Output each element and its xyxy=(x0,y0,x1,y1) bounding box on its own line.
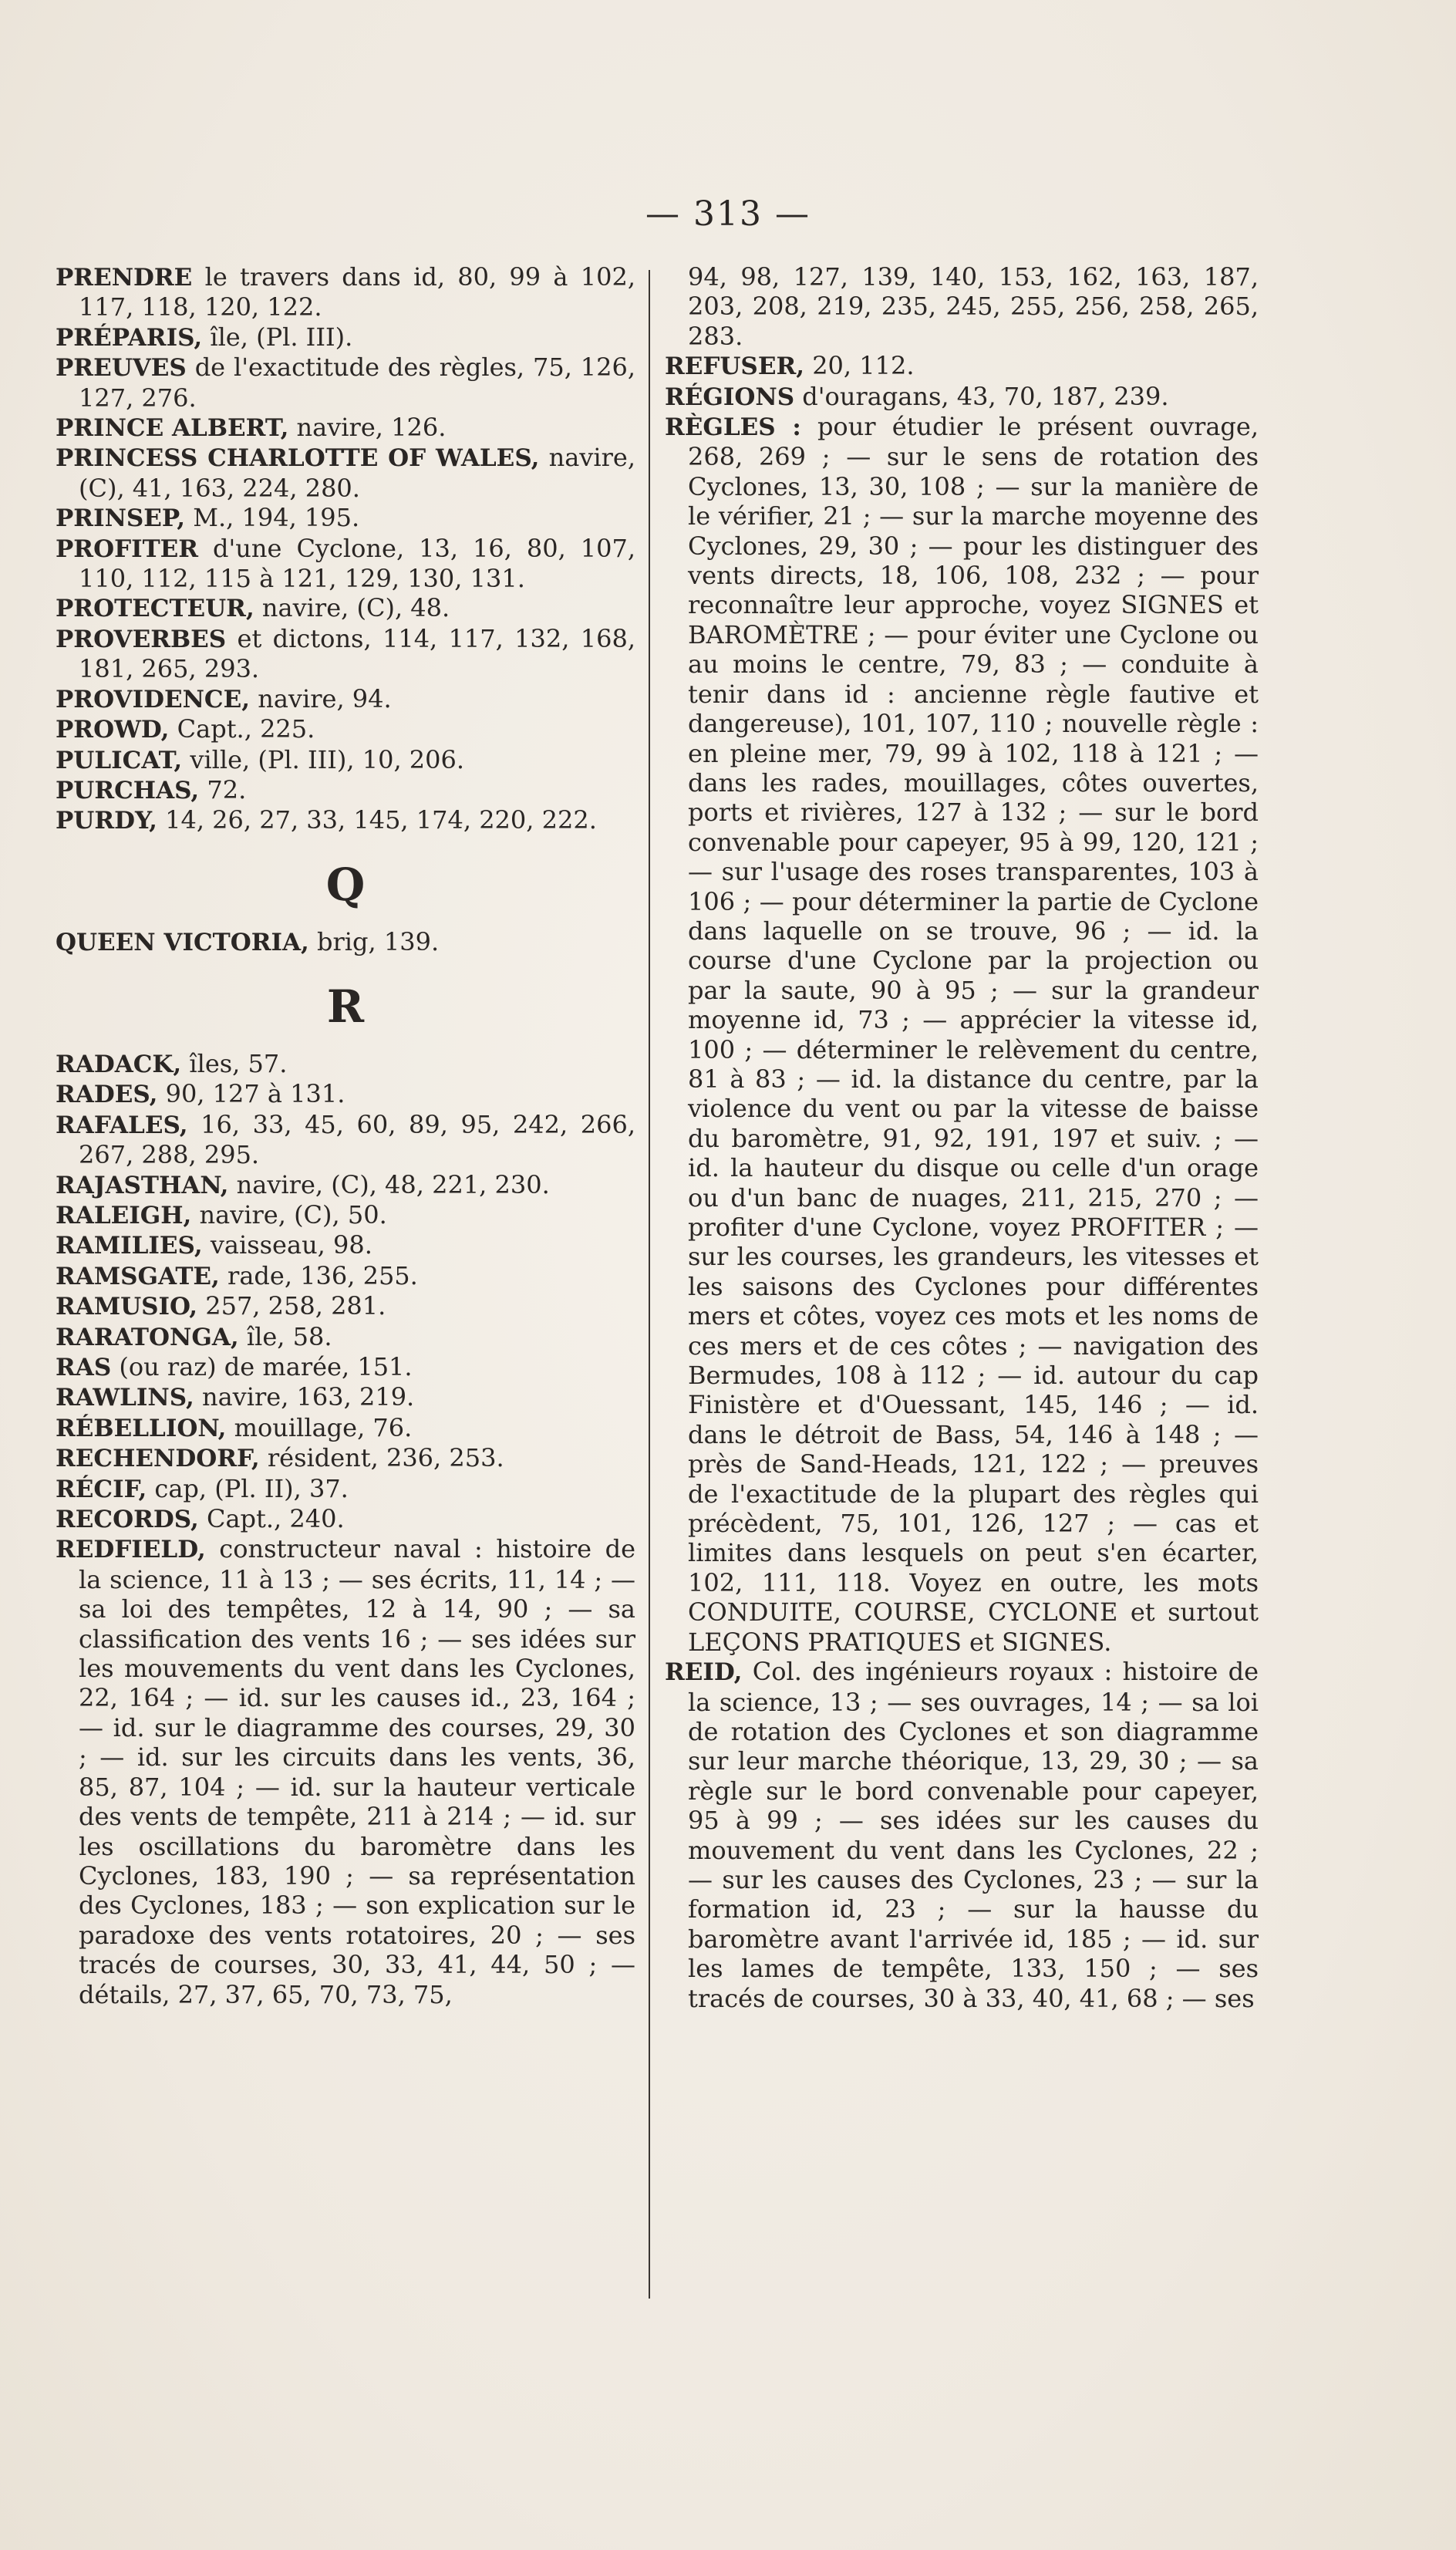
index-entry xyxy=(56,413,635,443)
entry-text: cap, (Pl. II), 37. xyxy=(147,1473,349,1503)
index-entry xyxy=(665,262,1259,351)
entry-text: constructeur naval : histoire de la science, 11 à 13 ; — ses écrits, 11, 14 ; — sa loi des tempêtes, 12 à 14, 90 ; — sa classification des vents 16 ; — ses idées sur les mouvements du vent dans les Cyclones, 22, 164 ; — id. sur les causes id., 23, 164 ; — id. sur le diagramme des courses, 29, 30 ; — id. sur les circuits dans les vents, 36, 85, 87, 104 ; — id. sur la hauteur verticale des vents de tempête, 211 à 214 ; — id. sur les oscillations du baromètre dans les Cyclones, 183, 190 ; — sa représentation des Cyclones, 183 ; — son explication sur le paradoxe des vents rotatoires, 20 ; — ses tracés de courses, 30, 33, 41, 44, 50 ; — détails, 27, 37, 65, 70, 73, 75, xyxy=(79,1534,635,2009)
index-entry xyxy=(56,1443,635,1473)
entry-headword: RÉCIF, xyxy=(56,1475,147,1503)
entry-headword: PRINCE ALBERT, xyxy=(56,414,289,443)
index-entry xyxy=(56,1352,635,1382)
index-entry xyxy=(56,714,635,744)
index-entry xyxy=(56,593,635,623)
entry-text: 257, 258, 281. xyxy=(197,1291,386,1321)
section-letter-r: R xyxy=(326,980,365,1033)
entry-headword: RAJASTHAN, xyxy=(56,1171,229,1199)
entry-text: M., 194, 195. xyxy=(185,503,360,533)
entry-headword: RAS xyxy=(56,1354,112,1381)
entry-text: 16, 33, 45, 60, 89, 95, 242, 266, 267, 288, 295. xyxy=(79,1109,635,1170)
entry-headword: PREUVES xyxy=(56,354,187,383)
index-entry xyxy=(56,1382,635,1412)
entry-headword: PRINCESS CHARLOTTE OF WALES, xyxy=(56,444,540,473)
index-entry xyxy=(665,382,1259,412)
index-entry xyxy=(56,1230,635,1260)
entry-text: Col. des ingénieurs royaux : histoire de la science, 13 ; — ses ouvrages, 14 ; — sa loi de rotation des Cyclones et son diagramme sur leur marche théorique, 13, 29, 30 ; — sa règle sur le bord convenable pour capeyer, 95 à 99 ; — ses idées sur les causes du mouvement du vent dans les Cyclones, 22 ; — sur les causes des Cyclones, 23 ; — sur la formation id, 23 ; — sur la hausse du baromètre avant l'arrivée id, 185 ; — id. sur les lames de tempête, 133, 150 ; — ses tracés de courses, 30 à 33, 40, 41, 68 ; — ses xyxy=(688,1657,1259,2013)
entry-text: pour étudier le présent ouvrage, 268, 269 ; — sur le sens de rotation des Cyclones, 13, 30, 108 ; — sur la manière de le vérifier, 21 ; — sur la marche moyenne des Cyclones, 29, 30 ; — pour les distinguer des vents directs, 18, 106, 108, 232 ; — pour reconnaître leur approche, voyez SIGNES et BAROMÈTRE ; — pour éviter une Cyclone ou au moins le centre, 79, 83 ; — conduite à tenir dans id : ancienne règle fautive et dangereuse), 101, 107, 110 ; nouvelle règle : en pleine mer, 79, 99 à 102, 118 à 121 ; — dans les rades, mouillages, côtes ouvertes, ports et rivières, 127 à 132 ; — sur le bord convenable pour capeyer, 95 à 99, 120, 121 ; — sur l'usage des roses transparentes, 103 à 106 ; — pour déterminer la partie de Cyclone dans laquelle on se trouve, 96 ; — id. la course d'une Cyclone par la projection ou par la saute, 90 à 95 ; — sur la grandeur moyenne id, 73 ; — apprécier la vitesse id, 100 ; — déterminer le relèvement du centre, 81 à 83 ; — id. la distance du centre, par la violence du vent ou par la vitesse de baisse du baromètre, 91, 92, 191, 197 et suiv. ; — id. la hauteur du disque ou celle d'un orage ou d'un banc de nuages, 211, 215, 270 ; — profiter d'une Cyclone, voyez PROFITER ; — sur les courses, les grandeurs, les vitesses et les saisons des Cyclones pour différentes mers et côtes, voyez ces mots et les noms de ces mers et de ces côtes ; — navigation des Bermudes, 108 à 112 ; — id. autour du cap Finistère et d'Ouessant, 145, 146 ; — id. dans le détroit de Bass, 54, 146 à 148 ; — près de Sand-Heads, 121, 122 ; — preuves de l'exactitude de la plupart des règles qui précèdent, 75, 101, 126, 127 ; — cas et limites dans lesquels on peut s'en écarter, 102, 111, 118. Voyez en outre, les mots CONDUITE, COURSE, CYCLONE et surtout LEÇONS PRATIQUES et SIGNES. xyxy=(688,412,1259,1657)
index-entry xyxy=(56,745,635,775)
index-entry xyxy=(56,322,635,352)
entry-headword: RAFALES, xyxy=(56,1111,188,1139)
entry-text: 90, 127 à 131. xyxy=(157,1079,345,1109)
entry-headword: PROVERBES xyxy=(56,625,227,653)
entry-text: île, (Pl. III). xyxy=(202,322,353,352)
index-entry xyxy=(56,1261,635,1291)
entries-p xyxy=(56,262,635,836)
entry-text: îles, 57. xyxy=(181,1048,288,1078)
entry-text: navire, 163, 219. xyxy=(194,1382,415,1412)
entry-headword: PROWD, xyxy=(56,716,170,744)
entry-text: île, 58. xyxy=(238,1321,332,1351)
entry-headword: QUEEN VICTORIA, xyxy=(56,929,309,957)
index-entry xyxy=(56,1534,635,2009)
entry-text: d'ouragans, 43, 70, 187, 239. xyxy=(794,381,1169,411)
entry-text: navire, (C), 48, 221, 230. xyxy=(228,1169,550,1199)
index-entry xyxy=(56,1049,635,1079)
entry-text: Capt., 225. xyxy=(169,714,315,744)
index-entry xyxy=(56,1504,635,1534)
index-entry xyxy=(56,443,635,503)
entry-text: navire, 94. xyxy=(250,683,392,713)
entry-headword: REDFIELD, xyxy=(56,1536,206,1564)
index-entry xyxy=(56,262,635,322)
entry-headword: PURDY, xyxy=(56,807,157,835)
entry-headword: RÉBELLION, xyxy=(56,1414,227,1442)
entry-headword: PRÉPARIS, xyxy=(56,323,203,352)
entry-text: et dictons, 114, 117, 132, 168, 181, 265, 293. xyxy=(79,623,635,684)
index-entry xyxy=(665,351,1259,381)
index-entry xyxy=(56,624,635,684)
entry-text: d'une Cyclone, 13, 16, 80, 107, 110, 112, 115 à 121, 129, 130, 131. xyxy=(79,533,635,594)
entry-headword: REFUSER, xyxy=(665,352,805,381)
right-column xyxy=(665,262,1259,2013)
entry-text: Capt., 240. xyxy=(198,1504,345,1534)
entry-headword: PRENDRE xyxy=(56,264,193,292)
entries-right xyxy=(665,262,1259,2013)
entry-text: brig, 139. xyxy=(308,927,440,957)
index-entry xyxy=(56,1110,635,1170)
entry-text: vaisseau, 98. xyxy=(202,1230,372,1260)
index-entry xyxy=(56,1170,635,1200)
entries-r xyxy=(56,1049,635,2009)
index-entry xyxy=(56,1200,635,1230)
index-entry xyxy=(56,352,635,413)
index-entry xyxy=(665,412,1259,1657)
entry-text: 72. xyxy=(199,774,247,804)
entry-headword: PROTECTEUR, xyxy=(56,595,254,623)
left-column xyxy=(56,262,635,2009)
entry-text: navire, (C), 48. xyxy=(254,593,450,623)
index-entry xyxy=(56,927,635,957)
entry-headword: PROFITER xyxy=(56,535,199,563)
entry-headword: PURCHAS, xyxy=(56,776,200,804)
entry-text: 20, 112. xyxy=(804,351,915,381)
entry-text: (ou raz) de marée, 151. xyxy=(111,1352,413,1381)
entry-text: navire, (C), 41, 163, 224, 280. xyxy=(79,443,635,503)
entry-headword: PROVIDENCE, xyxy=(56,685,251,713)
entry-headword: RADACK, xyxy=(56,1050,182,1078)
index-entry xyxy=(56,1474,635,1504)
entry-headword: PULICAT, xyxy=(56,746,183,774)
entry-text: navire, (C), 50. xyxy=(191,1199,387,1229)
entries-q xyxy=(56,927,635,957)
entry-headword: RALEIGH, xyxy=(56,1201,192,1229)
entry-headword: RECORDS, xyxy=(56,1506,199,1534)
entry-text: navire, 126. xyxy=(288,413,447,443)
entry-headword: RAWLINS, xyxy=(56,1384,194,1412)
entry-text: 94, 98, 127, 139, 140, 153, 162, 163, 187, 203, 208, 219, 235, 245, 255, 256, 258, 265, 283. xyxy=(688,262,1259,351)
entry-headword: RADES, xyxy=(56,1081,158,1109)
entry-headword: PRINSEP, xyxy=(56,504,186,533)
entry-headword: RAMUSIO, xyxy=(56,1293,198,1321)
column-divider xyxy=(649,270,650,2299)
index-entry xyxy=(56,805,635,835)
entry-headword: RÉGIONS xyxy=(665,383,795,411)
entry-text: mouillage, 76. xyxy=(226,1412,413,1442)
entry-headword: REID, xyxy=(665,1658,743,1687)
entry-text: ville, (Pl. III), 10, 206. xyxy=(182,744,465,774)
index-entry xyxy=(56,1413,635,1443)
section-letter-q: Q xyxy=(325,858,366,911)
entry-text: résident, 236, 253. xyxy=(259,1443,504,1473)
index-entry xyxy=(56,684,635,714)
index-entry xyxy=(56,775,635,805)
index-entry xyxy=(56,503,635,533)
index-entry xyxy=(665,1657,1259,2013)
index-entry xyxy=(56,534,635,594)
entry-headword: RÈGLES : xyxy=(665,413,801,442)
entry-text: rade, 136, 255. xyxy=(219,1260,418,1290)
entry-text: le travers dans id, 80, 99 à 102, 117, 118, 120, 122. xyxy=(79,262,635,322)
entry-headword: RECHENDORF, xyxy=(56,1445,260,1473)
index-entry xyxy=(56,1322,635,1352)
entry-headword: RARATONGA, xyxy=(56,1323,239,1351)
entry-text: de l'exactitude des règles, 75, 126, 127, 276. xyxy=(79,352,635,413)
entry-headword: RAMSGATE, xyxy=(56,1262,220,1290)
index-entry xyxy=(56,1079,635,1109)
entry-headword: RAMILIES, xyxy=(56,1232,203,1260)
entry-text: 14, 26, 27, 33, 145, 174, 220, 222. xyxy=(157,805,597,835)
index-entry xyxy=(56,1291,635,1321)
page-number: — 313 — xyxy=(645,194,811,234)
